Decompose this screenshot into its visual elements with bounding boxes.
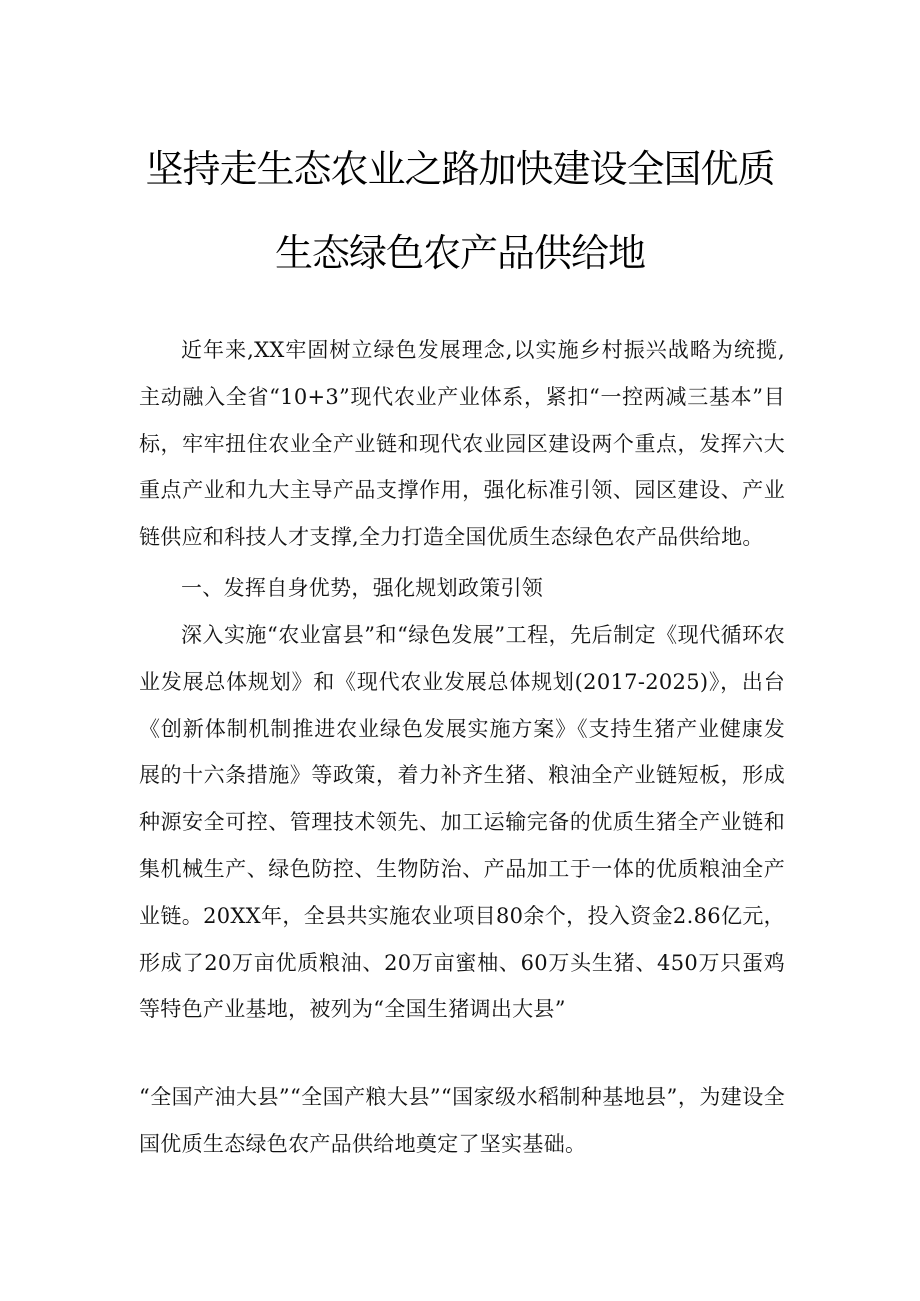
- paragraph-block-continuation: [139, 1074, 785, 1168]
- document-title-line-1: 坚持走生态农业之路加快建设全国优质: [145, 147, 775, 191]
- paragraph-intro: 近年来,XX牢固树立绿色发展理念,以实施乡村振兴战略为统揽,主动融入全省“10+3”现代农业产业体系，紧扣“一控两减三基本”目标，牢牢扭住农业全产业链和现代农业园区建设两个重点，发挥六大重点产业和九大主导产品支撑作用，强化标准引领、园区建设、产业链供应和科技人才支撑,全力打造全国优质生态绿色农产品供给地。: [139, 338, 785, 550]
- paragraph-block-heading: [139, 565, 785, 612]
- document-title-line-2: 生态绿色农产品供给地: [274, 231, 645, 275]
- section-heading-1: 一、发挥自身优势，强化规划政策引领: [181, 576, 544, 600]
- paragraph-block-intro: [139, 327, 785, 561]
- paragraph-continuation: “全国产油大县”“全国产粮大县”“国家级水稻制种基地县”，为建设全国优质生态绿色农产品供给地奠定了坚实基础。: [139, 1085, 785, 1156]
- paragraph-block-body: [139, 612, 785, 1033]
- paragraph-body: 深入实施“农业富县”和“绿色发展”工程，先后制定《现代循环农业发展总体规划》和《现代农业发展总体规划(2017-2025)》，出台《创新体制机制推进农业绿色发展实施方案》《支持生猪产业健康发展的十六条措施》等政策，着力补齐生猪、粮油全产业链短板，形成种源安全可控、管理技术领先、加工运输完备的优质生猪全产业链和集机械生产、绿色防控、生物防治、产品加工于一体的优质粮油全产业链。20XX年，全县共实施农业项目80余个，投入资金2.86亿元，形成了20万亩优质粮油、20万亩蜜柚、60万头生猪、450万只蛋鸡等特色产业基地，被列为“全国生猪调出大县”: [139, 623, 785, 1022]
